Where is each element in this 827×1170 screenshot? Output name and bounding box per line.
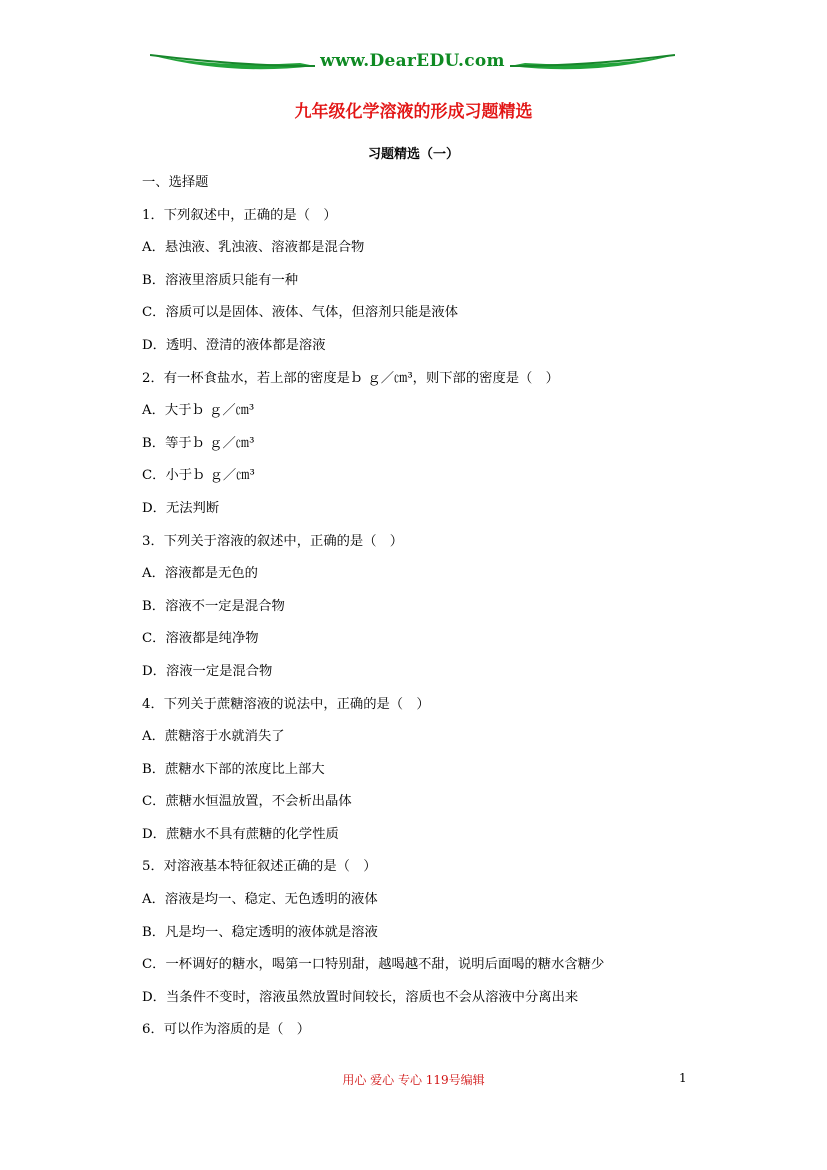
page-number: 1 [679,1071,687,1085]
footer-slogan: 用心 爱心 专心 119号编辑 [342,1073,485,1087]
option-2b: B．等于ｂ ｇ／㎝³ [142,435,255,451]
option-4b: B．蔗糖水下部的浓度比上部大 [142,761,325,777]
question-list [142,173,742,1053]
question-1: 1．下列叙述中，正确的是（ ） [142,207,337,223]
option-2a: A．大于ｂ ｇ／㎝³ [142,403,255,419]
option-3b: B．溶液不一定是混合物 [142,598,285,614]
option-5b: B．凡是均一、稳定透明的液体就是溶液 [142,924,378,940]
page-title: 九年级化学溶液的形成习题精选 [294,102,533,122]
option-4d: D．蔗糖水不具有蔗糖的化学性质 [142,826,339,842]
option-3c: C．溶液都是纯净物 [142,631,259,647]
option-5a: A．溶液是均一、稳定、无色透明的液体 [142,892,378,908]
section-subtitle: 习题精选（一） [367,147,459,162]
option-5d: D．当条件不变时，溶液虽然放置时间较长，溶质也不会从溶液中分离出来 [142,989,579,1005]
option-1c: C．溶质可以是固体、液体、气体，但溶剂只能是液体 [142,305,459,321]
option-1d: D．透明、澄清的液体都是溶液 [142,337,326,353]
option-1a: A．悬浊液、乳浊液、溶液都是混合物 [142,240,365,256]
section-heading: 一、选择题 [142,175,209,190]
question-3: 3．下列关于溶液的叙述中，正确的是（ ） [142,533,404,549]
option-3d: D．溶液一定是混合物 [142,663,273,679]
option-2d: D．无法判断 [142,500,220,516]
question-2: 2．有一杯食盐水，若上部的密度是ｂ ｇ／㎝³，则下部的密度是（ ） [142,370,559,386]
option-4a: A．蔗糖溶于水就消失了 [142,729,285,745]
option-3a: A．溶液都是无色的 [142,566,258,582]
site-name: www.DearEDU.com [320,51,505,71]
question-5: 5．对溶液基本特征叙述正确的是（ ） [142,859,377,875]
question-4: 4．下列关于蔗糖溶液的说法中，正确的是（ ） [142,696,430,712]
option-2c: C．小于ｂ ｇ／㎝³ [142,468,255,484]
option-4c: C．蔗糖水恒温放置，不会析出晶体 [142,794,352,810]
header-banner [150,46,675,78]
question-6: 6．可以作为溶质的是（ ） [142,1022,311,1038]
option-5c: C．一杯调好的糖水，喝第一口特别甜，越喝越不甜，说明后面喝的糖水含糖少 [142,957,605,973]
option-1b: B．溶液里溶质只能有一种 [142,272,299,288]
